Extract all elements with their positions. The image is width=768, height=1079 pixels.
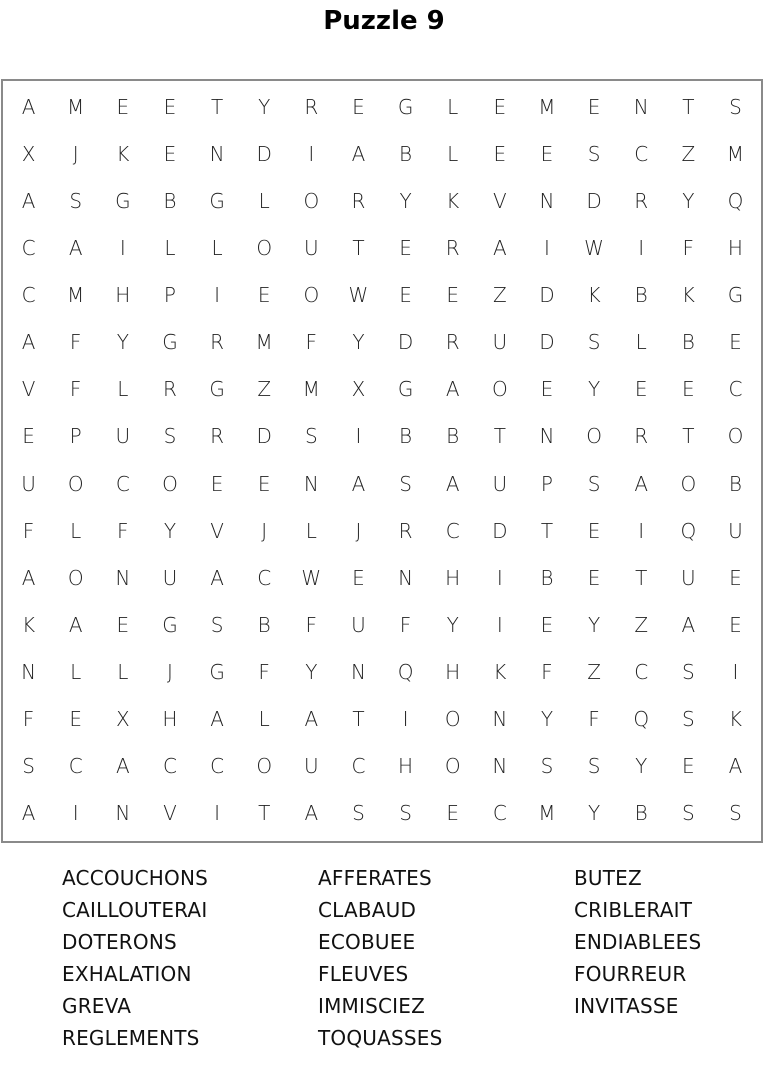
grid-cell[interactable]: Y [116,330,129,355]
word-list-item: DOTERONS [62,930,177,954]
grid-cell[interactable]: I [732,660,739,685]
grid-cell[interactable]: P [69,424,82,449]
grid-cell[interactable]: E [729,565,742,590]
grid-cell[interactable]: S [163,424,177,449]
word-list-item: IMMISCIEZ [318,994,426,1018]
grid-cell[interactable]: C [634,660,649,685]
grid-cell[interactable]: T [682,424,695,449]
grid-cell[interactable]: U [351,612,366,637]
grid-cell[interactable]: E [163,141,177,166]
grid-cell[interactable]: Y [682,188,695,213]
grid-cell[interactable]: S [729,94,742,119]
grid-cell[interactable]: F [305,612,318,637]
grid-cell[interactable]: A [728,754,743,779]
grid-cell[interactable]: O [162,471,178,496]
grid-cell[interactable]: S [587,471,601,496]
grid-cell[interactable]: A [21,94,36,119]
grid-cell[interactable]: G [397,94,414,119]
grid-cell[interactable]: S [22,754,35,779]
grid-cell[interactable]: V [163,801,177,826]
word-list-item: CAILLOUTERAI [62,898,208,922]
grid-cell[interactable]: R [634,188,649,213]
grid-cell[interactable]: U [21,471,36,496]
grid-cell[interactable]: C [492,801,507,826]
grid-cell[interactable]: N [115,801,131,826]
grid-cell[interactable]: E [587,565,601,590]
grid-cell[interactable]: W [584,235,604,260]
grid-cell[interactable]: S [587,141,601,166]
grid-cell[interactable]: T [352,235,365,260]
grid-cell[interactable]: O [256,754,273,779]
grid-cell[interactable]: A [681,612,696,637]
word-list [62,866,762,1058]
grid-cell[interactable]: J [355,518,362,543]
grid-cell[interactable]: G [727,283,744,308]
grid-cell[interactable]: F [258,660,270,685]
grid-cell[interactable]: E [729,612,742,637]
word-list-item: REGLEMENTS [62,1026,200,1050]
grid-cell[interactable]: T [635,565,648,590]
grid-cell[interactable]: O [491,377,508,402]
grid-cell[interactable]: C [68,754,83,779]
grid-cell[interactable]: S [352,801,365,826]
grid-cell[interactable]: G [162,330,178,355]
grid-cell[interactable]: Q [397,660,414,685]
grid-cell[interactable]: B [634,801,648,826]
grid-cell[interactable]: B [634,283,648,308]
grid-cell[interactable]: E [681,377,695,402]
grid-cell[interactable]: F [22,707,35,732]
grid-cell[interactable]: U [115,424,131,449]
grid-cell[interactable]: O [727,424,744,449]
grid-cell[interactable]: A [210,707,224,732]
grid-cell[interactable]: E [634,377,648,402]
grid-cell[interactable]: L [258,188,270,213]
grid-cell[interactable]: X [351,377,366,402]
grid-cell[interactable]: O [67,565,84,590]
grid-cell[interactable]: V [210,518,224,543]
grid-cell[interactable]: N [492,707,508,732]
grid-cell[interactable]: C [351,754,366,779]
grid-cell[interactable]: F [69,377,82,402]
grid-cell[interactable]: H [445,565,461,590]
grid-cell[interactable]: A [634,471,649,496]
grid-cell[interactable]: F [682,235,695,260]
grid-cell[interactable]: Q [727,188,744,213]
grid-cell[interactable]: I [638,235,645,260]
grid-cell[interactable]: S [681,707,695,732]
grid-cell[interactable]: S [729,801,742,826]
grid-cell[interactable]: T [493,424,506,449]
grid-cell[interactable]: S [587,754,601,779]
grid-cell[interactable]: C [115,471,130,496]
grid-cell[interactable]: I [496,612,503,637]
word-list-item: AFFERATES [318,866,432,890]
word-list-item: TOQUASSES [318,1026,443,1050]
grid-cell[interactable]: L [117,660,129,685]
grid-cell[interactable]: G [115,188,131,213]
grid-cell[interactable]: C [210,754,225,779]
grid-cell[interactable]: A [304,707,319,732]
grid-cell[interactable]: S [587,330,601,355]
word-list-item: FLEUVES [318,962,409,986]
grid-cell[interactable]: E [352,94,365,119]
grid-cell[interactable]: R [210,330,225,355]
grid-cell[interactable]: Y [352,330,365,355]
grid-cell[interactable]: C [445,518,460,543]
grid-cell[interactable]: C [21,235,36,260]
grid-cell[interactable]: E [587,94,601,119]
grid-cell[interactable]: E [163,94,177,119]
word-list-item: BUTEZ [574,866,642,890]
puzzle-title: Puzzle 9 [323,6,445,36]
word-list-item: INVITASSE [574,994,679,1018]
word-list-item: ECOBUEE [318,930,416,954]
grid-cell[interactable]: Y [305,660,318,685]
grid-cell[interactable]: A [115,754,130,779]
grid-cell[interactable]: Z [257,377,272,402]
grid-cell[interactable]: K [493,660,507,685]
grid-cell[interactable]: C [634,141,649,166]
grid-cell[interactable]: D [539,330,555,355]
grid-cell[interactable]: I [214,801,221,826]
grid-cell[interactable]: M [538,94,556,119]
grid-cell[interactable]: A [304,801,319,826]
grid-cell[interactable]: S [399,471,412,496]
word-list-item: CLABAUD [318,898,417,922]
grid-cell[interactable]: M [67,283,85,308]
grid-cell[interactable]: O [586,424,602,449]
grid-cell[interactable]: M [255,330,273,355]
grid-cell[interactable]: K [22,612,36,637]
grid-cell[interactable]: J [261,518,268,543]
grid-cell[interactable]: F [22,518,35,543]
grid-cell[interactable]: A [68,612,83,637]
grid-cell[interactable]: A [21,188,36,213]
grid-cell[interactable]: H [445,660,461,685]
grid-cell[interactable]: E [446,801,459,826]
grid-cell[interactable]: I [496,565,503,590]
grid-cell[interactable]: E [210,471,224,496]
grid-cell[interactable]: F [541,660,553,685]
word-list-item: EXHALATION [62,962,192,986]
grid-cell[interactable]: C [162,754,177,779]
grid-cell[interactable]: M [67,94,85,119]
grid-cell[interactable]: D [539,283,555,308]
grid-cell[interactable]: V [492,188,507,213]
grid-cell[interactable]: Y [587,801,601,826]
grid-cell[interactable]: R [445,235,460,260]
grid-cell[interactable]: D [397,330,414,355]
grid-cell[interactable]: T [258,801,271,826]
grid-cell[interactable]: L [70,660,82,685]
grid-cell[interactable]: E [399,283,412,308]
grid-cell[interactable]: A [21,565,36,590]
grid-cell[interactable]: E [446,283,459,308]
grid-cell[interactable]: T [682,94,695,119]
grid-cell[interactable]: F [69,330,82,355]
grid-cell[interactable]: L [164,235,176,260]
grid-cell[interactable]: I [119,235,126,260]
grid-cell[interactable]: B [257,612,271,637]
grid-cell[interactable]: E [540,377,554,402]
grid-cell[interactable]: E [116,612,130,637]
grid-cell[interactable]: Q [680,518,697,543]
grid-cell[interactable]: N [303,471,319,496]
grid-cell[interactable]: B [399,424,413,449]
grid-cell[interactable]: A [351,471,366,496]
grid-cell[interactable]: E [69,707,82,732]
grid-cell[interactable]: O [303,188,320,213]
grid-cell[interactable]: E [116,94,130,119]
word-list-item: ACCOUCHONS [62,866,209,890]
grid-cell[interactable]: R [445,330,460,355]
grid-cell[interactable]: L [258,707,270,732]
grid-cell[interactable]: Z [634,612,649,637]
grid-cell[interactable]: H [162,707,178,732]
grid-cell[interactable]: E [493,141,507,166]
grid-cell[interactable]: Y [258,94,271,119]
grid-cell[interactable]: E [587,518,601,543]
grid-cell[interactable]: S [210,612,224,637]
grid-cell[interactable]: L [635,330,647,355]
grid-cell[interactable]: R [304,94,319,119]
grid-cell[interactable]: L [447,94,459,119]
grid-cell[interactable]: U [303,235,319,260]
grid-cell[interactable]: I [402,707,409,732]
grid-cell[interactable]: Y [163,518,177,543]
grid-cell[interactable]: N [633,94,649,119]
letter-grid [1,79,763,843]
grid-cell[interactable]: E [22,424,35,449]
grid-cell[interactable]: C [257,565,272,590]
grid-cell[interactable]: N [539,188,555,213]
grid-cell[interactable]: G [397,377,414,402]
grid-cell[interactable]: S [681,660,695,685]
grid-cell[interactable]: K [116,141,130,166]
grid-cell[interactable]: D [256,141,272,166]
grid-cell[interactable]: A [21,330,36,355]
grid-cell[interactable]: S [304,424,318,449]
grid-cell[interactable]: S [399,801,412,826]
grid-cell[interactable]: O [67,471,84,496]
word-list-item: ENDIABLEES [574,930,702,954]
grid-cell[interactable]: O [256,235,273,260]
grid-cell[interactable]: H [115,283,131,308]
grid-cell[interactable]: U [303,754,319,779]
grid-cell[interactable]: I [355,424,362,449]
grid-cell[interactable]: F [399,612,412,637]
grid-cell[interactable]: B [728,471,742,496]
grid-cell[interactable]: R [210,424,225,449]
grid-cell[interactable]: K [728,707,742,732]
grid-cell[interactable]: E [540,612,554,637]
grid-cell[interactable]: E [681,754,695,779]
grid-cell[interactable]: N [350,660,366,685]
grid-cell[interactable]: S [540,754,554,779]
grid-cell[interactable]: E [399,235,412,260]
grid-cell[interactable]: B [446,424,460,449]
grid-cell[interactable]: E [493,94,507,119]
grid-cell[interactable]: U [492,471,508,496]
grid-cell[interactable]: U [728,518,743,543]
grid-cell[interactable]: Z [587,660,601,685]
grid-cell[interactable]: N [539,424,555,449]
grid-cell[interactable]: G [209,377,225,402]
grid-cell[interactable]: O [303,283,320,308]
grid-cell[interactable]: E [257,471,271,496]
grid-cell[interactable]: G [162,612,178,637]
grid-cell[interactable]: D [586,188,602,213]
grid-cell[interactable]: B [681,330,695,355]
grid-cell[interactable]: T [210,94,224,119]
grid-cell[interactable]: K [587,283,601,308]
grid-cell[interactable]: E [352,565,365,590]
grid-cell[interactable]: L [305,518,317,543]
grid-cell[interactable]: R [398,518,413,543]
grid-cell[interactable]: O [444,707,461,732]
grid-cell[interactable]: U [492,330,508,355]
grid-cell[interactable]: L [211,235,223,260]
grid-cell[interactable]: A [68,235,83,260]
grid-cell[interactable]: N [398,565,414,590]
grid-cell[interactable]: Y [399,188,412,213]
grid-cell[interactable]: I [72,801,79,826]
grid-cell[interactable]: G [209,660,225,685]
grid-cell[interactable]: K [681,283,695,308]
grid-cell[interactable]: T [352,707,365,732]
grid-cell[interactable]: Z [681,141,696,166]
grid-cell[interactable]: M [726,141,745,166]
grid-cell[interactable]: H [727,235,743,260]
grid-cell[interactable]: Y [635,754,648,779]
grid-cell[interactable]: O [680,471,697,496]
grid-cell[interactable]: U [162,565,178,590]
grid-cell[interactable]: I [214,283,221,308]
grid-cell[interactable]: A [445,377,460,402]
grid-cell[interactable]: S [681,801,695,826]
grid-cell[interactable]: B [540,565,554,590]
grid-cell[interactable]: X [21,141,36,166]
grid-cell[interactable]: F [117,518,129,543]
grid-cell[interactable]: Y [587,612,601,637]
grid-cell[interactable]: K [446,188,460,213]
grid-cell[interactable]: I [308,141,315,166]
grid-cell[interactable]: I [543,235,550,260]
grid-cell[interactable]: O [444,754,461,779]
grid-cell[interactable]: N [21,660,37,685]
grid-cell[interactable]: S [69,188,83,213]
grid-cell[interactable]: C [21,283,36,308]
grid-cell[interactable]: B [399,141,413,166]
grid-cell[interactable]: P [163,283,176,308]
grid-cell[interactable]: H [398,754,414,779]
grid-cell[interactable]: P [540,471,553,496]
grid-cell[interactable]: D [256,424,272,449]
word-list-item: CRIBLERAIT [574,898,693,922]
grid-cell[interactable]: A [445,471,460,496]
grid-cell[interactable]: X [115,707,130,732]
grid-cell[interactable]: A [351,141,366,166]
grid-cell[interactable]: A [492,235,507,260]
grid-cell[interactable]: N [209,141,225,166]
grid-cell[interactable]: R [634,424,649,449]
grid-cell[interactable]: L [117,377,129,402]
grid-cell[interactable]: R [162,377,177,402]
grid-cell[interactable]: F [305,330,318,355]
grid-cell[interactable]: D [492,518,508,543]
grid-cell[interactable]: V [21,377,36,402]
grid-cell[interactable]: L [70,518,82,543]
word-list-item: FOURREUR [574,962,687,986]
grid-cell[interactable]: L [447,141,459,166]
grid-cell[interactable]: Y [446,612,459,637]
grid-cell[interactable]: Z [492,283,507,308]
grid-cell[interactable]: C [728,377,743,402]
grid-cell[interactable]: E [540,141,554,166]
grid-cell[interactable]: Y [540,707,554,732]
grid-cell[interactable]: A [21,801,36,826]
grid-cell[interactable]: N [115,565,131,590]
grid-cell[interactable]: J [166,660,173,685]
grid-cell[interactable]: E [729,330,742,355]
grid-cell[interactable]: W [348,283,369,308]
grid-cell[interactable]: I [638,518,645,543]
grid-cell[interactable]: F [588,707,600,732]
grid-cell[interactable]: Q [633,707,650,732]
grid-cell[interactable]: G [209,188,225,213]
grid-cell[interactable]: A [210,565,224,590]
grid-cell[interactable]: W [301,565,322,590]
grid-cell[interactable]: E [257,283,271,308]
grid-cell[interactable]: N [492,754,508,779]
grid-cell[interactable]: R [351,188,366,213]
grid-cell[interactable]: B [163,188,177,213]
grid-cell[interactable]: M [538,801,556,826]
grid-cell[interactable]: M [302,377,320,402]
grid-cell[interactable]: T [540,518,554,543]
grid-cell[interactable]: J [72,141,79,166]
grid-cell[interactable]: U [680,565,696,590]
grid-cell[interactable]: Y [587,377,601,402]
word-list-item: GREVA [62,994,132,1018]
